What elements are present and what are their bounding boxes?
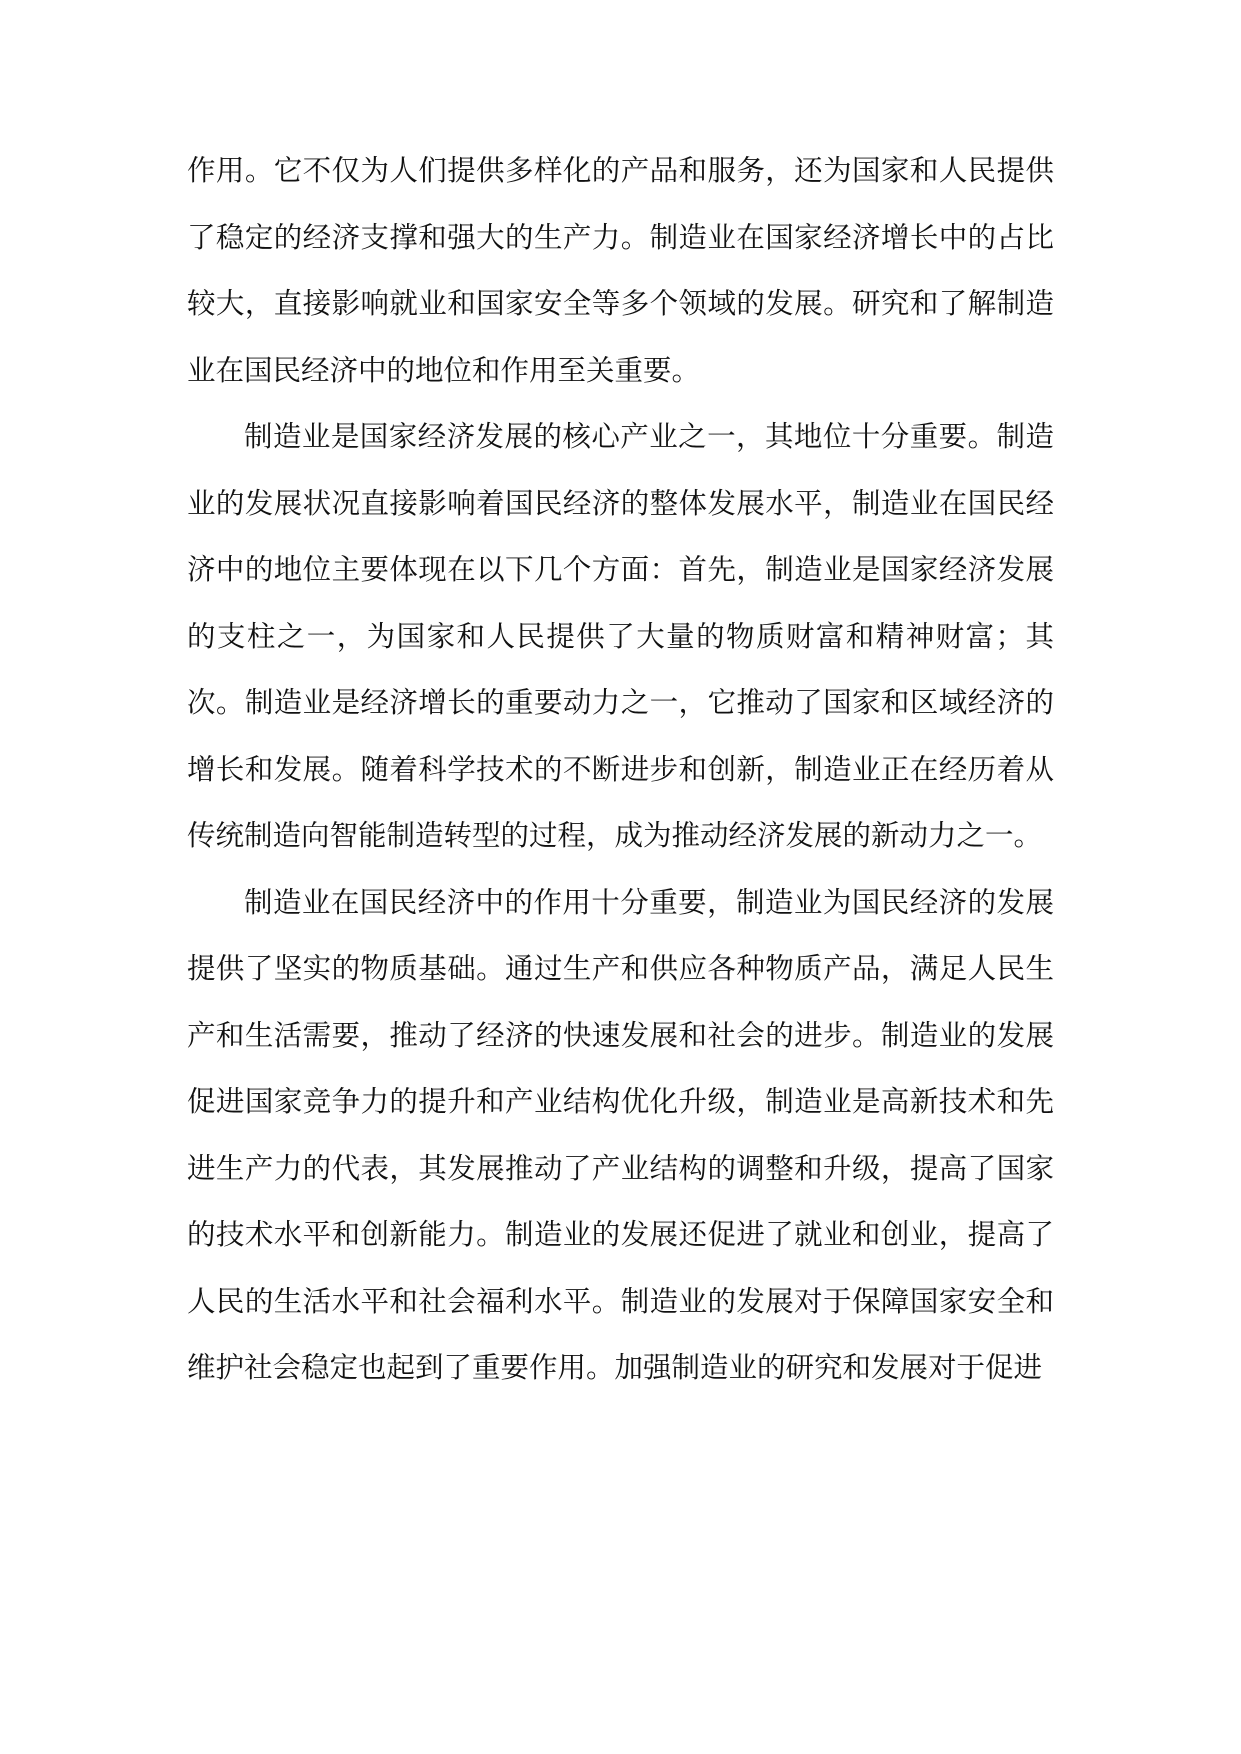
paragraph-1: 作用。它不仅为人们提供多样化的产品和服务，还为国家和人民提供了稳定的经济支撑和强大的生产力。制造业在国家经济增长中的占比较大，直接影响就业和国家安全等多个领域的发展。研究和了解制造业在国民经济中的地位和作用至关重要。 — [187, 154, 1054, 387]
document-body — [187, 138, 1054, 1402]
paragraph-2: 制造业是国家经济发展的核心产业之一，其地位十分重要。制造业的发展状况直接影响着国民经济的整体发展水平，制造业在国民经济中的地位主要体现在以下几个方面：首先，制造业是国家经济发展的支柱之一，为国家和人民提供了大量的物质财富和精神财富；其次。制造业是经济增长的重要动力之一，它推动了国家和区域经济的增长和发展。随着科学技术的不断进步和创新，制造业正在经历着从传统制造向智能制造转型的过程，成为推动经济发展的新动力之一。 — [187, 420, 1054, 852]
paragraph-3: 制造业在国民经济中的作用十分重要，制造业为国民经济的发展提供了坚实的物质基础。通过生产和供应各种物质产品，满足人民生产和生活需要，推动了经济的快速发展和社会的进步。制造业的发展促进国家竞争力的提升和产业结构优化升级，制造业是高新技术和先进生产力的代表，其发展推动了产业结构的调整和升级，提高了国家的技术水平和创新能力。制造业的发展还促进了就业和创业，提高了人民的生活水平和社会福利水平。制造业的发展对于保障国家安全和维护社会稳定也起到了重要作用。加强制造业的研究和发展对于促进 — [187, 885, 1054, 1384]
